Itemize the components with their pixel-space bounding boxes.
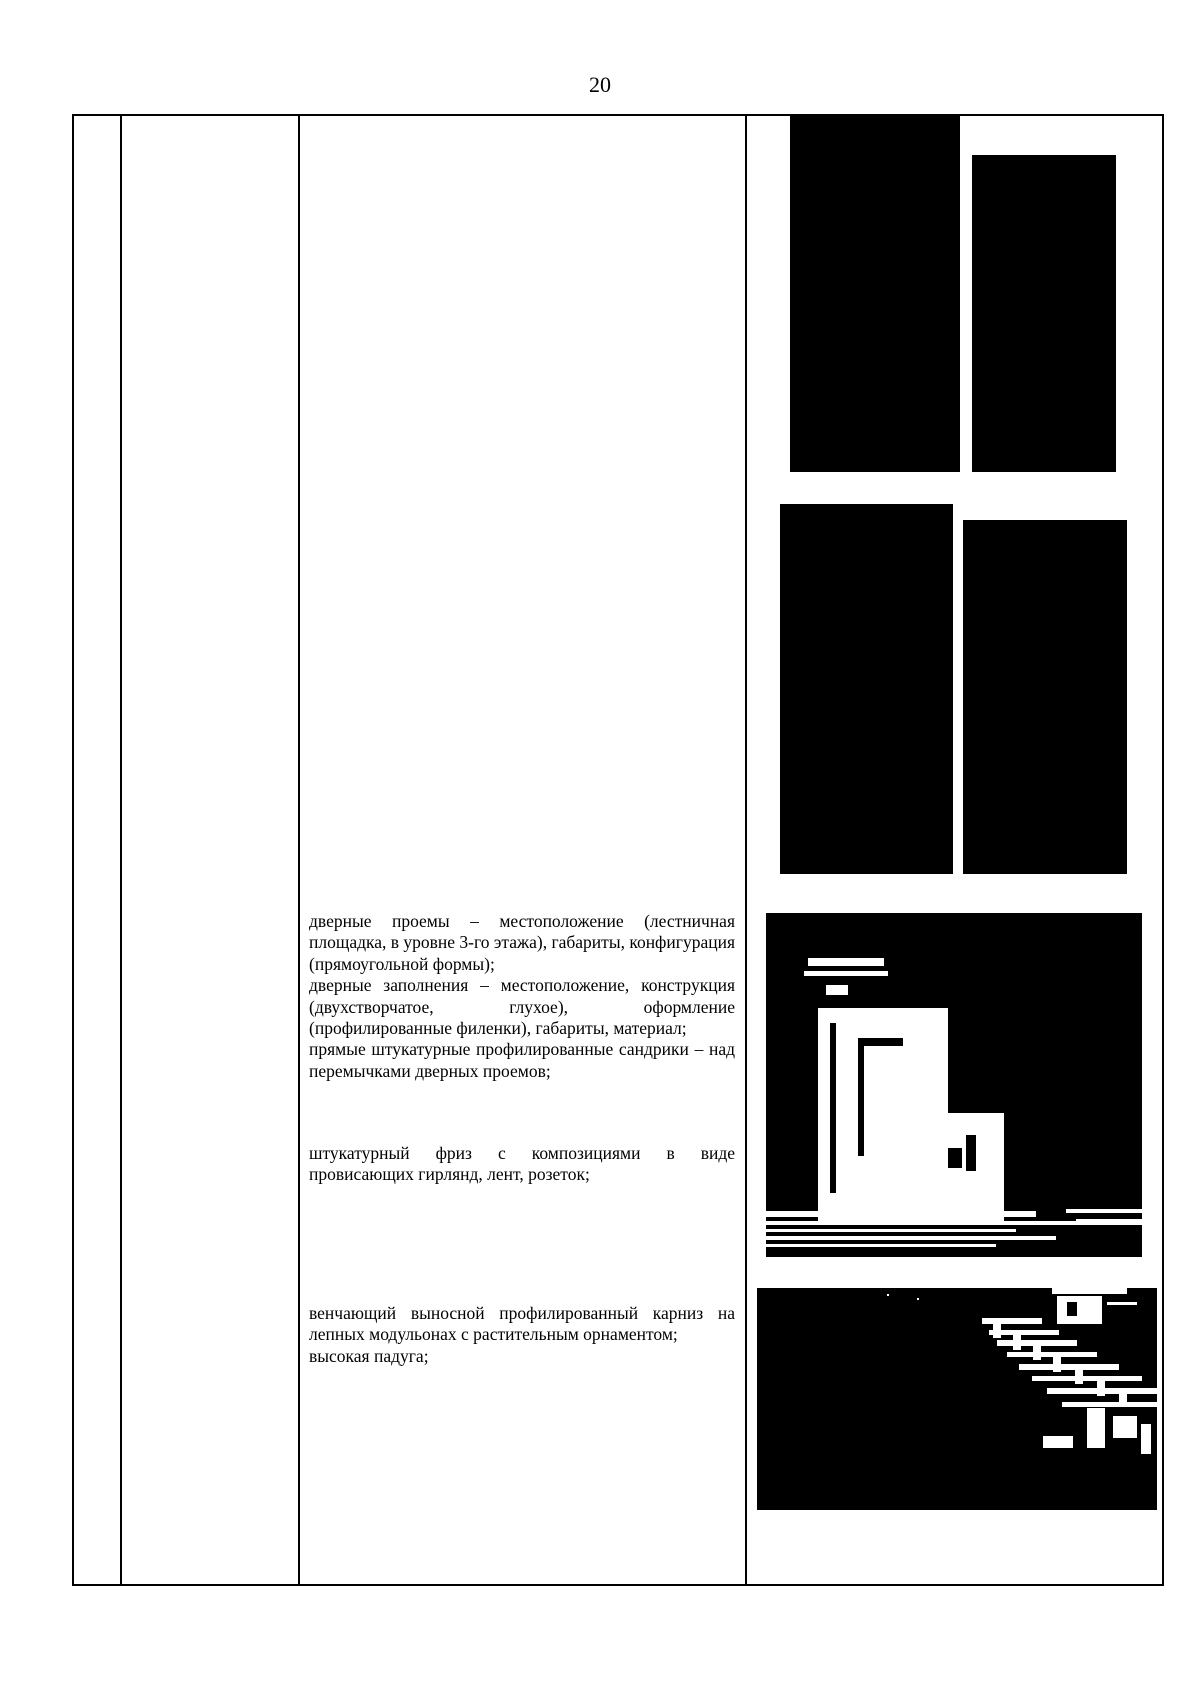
- column-divider-2: [298, 114, 300, 1586]
- paduga-text: высокая падуга;: [309, 1345, 429, 1366]
- doors-openings-text: дверные проемы – местоположение (лестничная площадка, в уровне 3-го этажа), габариты, конфигурация (прямоугольной формы);: [309, 911, 735, 974]
- doors-description: [309, 911, 735, 1082]
- door-photo-2: [972, 155, 1116, 472]
- cornice-description: [309, 1303, 735, 1367]
- page-number: 20: [589, 72, 611, 97]
- door-sandriks-text: прямые штукатурные профилированные сандрики – над перемычками дверных проемов;: [309, 1039, 735, 1081]
- cornice-photo: [757, 1288, 1157, 1510]
- frieze-description: [309, 1143, 735, 1186]
- door-photo-4: [963, 520, 1127, 874]
- doors-fillings-text: дверные заполнения – местоположение, конструкция (двухстворчатое, глухое), оформление (профилированные филенки), габариты, материал;: [309, 975, 735, 1039]
- column-divider-3: [745, 114, 747, 1586]
- door-photo-1: [790, 114, 960, 472]
- door-photo-3: [780, 504, 953, 874]
- column-divider-1: [120, 114, 122, 1586]
- frieze-photo-graphic: [766, 913, 1142, 1257]
- cornice-photo-graphic: [757, 1288, 1157, 1510]
- cornice-text: венчающий выносной профилированный карниз на лепных модульонах с растительным орнаментом;: [309, 1303, 735, 1345]
- frieze-photo: [766, 913, 1142, 1257]
- frieze-text: штукатурный фриз с композициями в виде провисающих гирлянд, лент, розеток;: [309, 1143, 735, 1185]
